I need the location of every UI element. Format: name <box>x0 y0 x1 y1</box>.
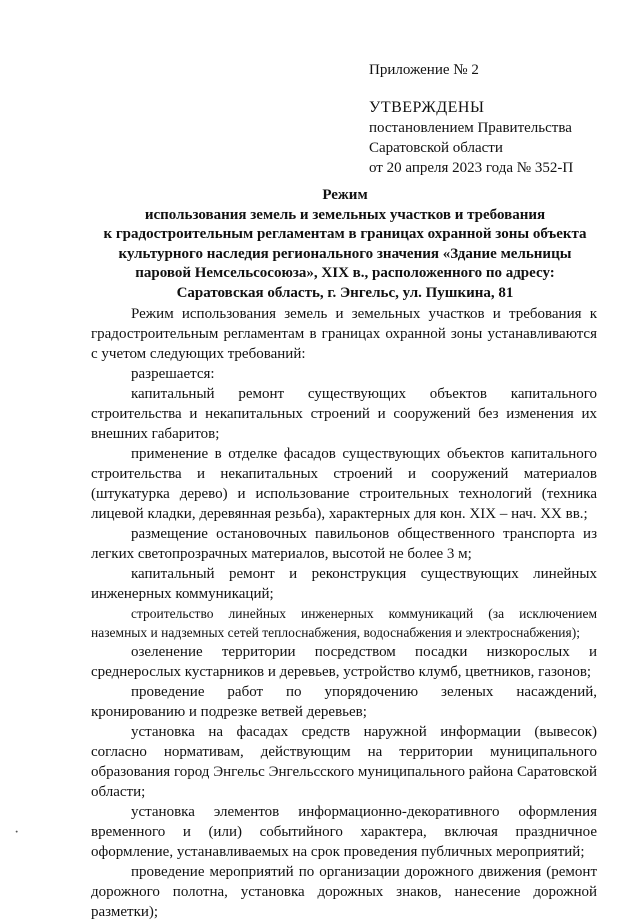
paragraph-item: применение в отделке фасадов существующих объектов капитального строительства и некапитальных строений и сооружений материалов (штукатурка дерево) и использование строительных технологий (техника лицевой кладки, деревянная резьба), характерных для кон. XIX – нач. XX вв.; <box>91 446 597 522</box>
approval-line-1: постановлением Правительства <box>369 120 572 136</box>
paragraph-item: установка на фасадах средств наружной информации (вывесок) согласно нормативам, действующим на территории муниципального образования город Энгельс Энгельсского муниципального района Саратовской области; <box>91 724 597 800</box>
paragraph-item: капитальный ремонт и реконструкция существующих линейных инженерных коммуникаций; <box>91 566 597 602</box>
paragraph-item: проведение работ по упорядочению зеленых насаждений, кронированию и подрезке ветвей деревьев; <box>91 684 597 720</box>
approval-line-2: Саратовской области <box>369 140 503 156</box>
paragraph-allowed: разрешается: <box>131 366 215 382</box>
approval-block <box>369 60 619 178</box>
title-line: к градостроительным регламентам в границах охранной зоны объекта <box>103 226 587 242</box>
title-line: использования земель и земельных участков и требования <box>144 206 546 223</box>
title-line: Саратовская область, г. Энгельс, ул. Пушкина, 81 <box>176 284 514 301</box>
paragraph-item: капитальный ремонт существующих объектов капитального строительства и некапитальных строений и сооружений без изменения их внешних габаритов; <box>91 386 597 442</box>
paragraph-intro: Режим использования земель и земельных участков и требования к градостроительным регламентам в границах охранной зоны устанавливаются с учетом следующих требований: <box>91 306 597 362</box>
paragraph-item: проведение мероприятий по организации дорожного движения (ремонт дорожного полотна, установка дорожных знаков, нанесение дорожной разметки); <box>91 864 597 920</box>
paragraph-item: размещение остановочных павильонов общественного транспорта из легких светопрозрачных материалов, высотой не более 3 м; <box>91 526 597 562</box>
title-line: культурного наследия регионального значения «Здание мельницы <box>118 245 572 262</box>
paragraph-item: озеленение территории посредством посадки низкорослых и среднерослых кустарников и деревьев, устройство клумб, цветников, газонов; <box>91 644 597 680</box>
document-title <box>90 186 600 303</box>
appendix-label: Приложение № 2 <box>369 62 479 78</box>
document-body <box>91 304 597 922</box>
margin-mark: · <box>14 824 20 841</box>
title-line: Режим <box>322 187 368 203</box>
title-line: паровой Немсельсосоюза», XIX в., расположенного по адресу: <box>135 265 555 281</box>
approval-line-3: от 20 апреля 2023 года № 352-П <box>369 160 574 176</box>
paragraph-item: установка элементов информационно-декоративного оформления временного и (или) событийного характера, включая праздничное оформление, устанавливаемых на срок проведения публичных мероприятий; <box>91 804 597 860</box>
approved-heading: УТВЕРЖДЕНЫ <box>369 99 485 116</box>
paragraph-item: строительство линейных инженерных коммуникаций (за исключением наземных и надземных сетей теплоснабжения, водоснабжения и электроснабжения); <box>91 606 597 640</box>
